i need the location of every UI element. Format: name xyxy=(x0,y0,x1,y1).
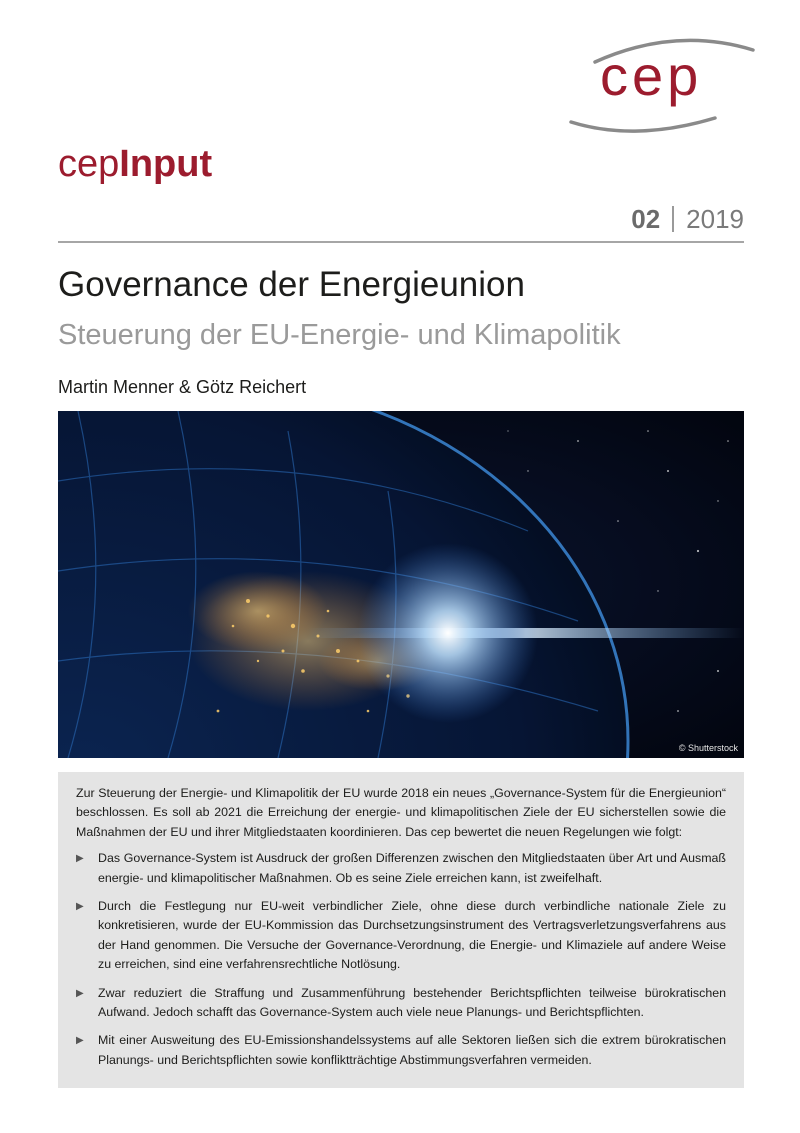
issue-num: 02 xyxy=(631,204,661,234)
list-item-text: Das Governance-System ist Ausdruck der großen Differenzen zwischen den Mitgliedstaaten über Art und Ausmaß energie- und klimapolitischer Maßnahmen. Ob es seine Ziele erreichen kann, ist zweifelhaft. xyxy=(98,851,726,885)
summary-intro: Zur Steuerung der Energie- und Klimapolitik der EU wurde 2018 ein neues „Governance-System für die Energieunion“ beschlossen. Es soll ab 2021 die Erreichung der energie- und klimapolitischen Ziele der EU sicherstellen sowie die Maßnahmen der EU und ihrer Mitgliedstaaten koordinieren. Das cep bewertet die neuen Regelungen wie folgt: xyxy=(76,786,726,839)
cep-logo: cep xyxy=(600,44,703,107)
list-item xyxy=(76,984,726,1023)
series-brand xyxy=(58,142,212,186)
list-item xyxy=(76,1031,726,1070)
assessment-list xyxy=(76,849,726,1070)
triangle-right-icon: ▶ xyxy=(76,987,84,999)
photo-credit: © Shutterstock xyxy=(678,743,738,753)
issue-separator xyxy=(672,206,674,232)
brand-suffix: Input xyxy=(119,143,213,185)
summary-box xyxy=(58,772,744,1088)
list-item-text: Mit einer Ausweitung des EU-Emissionshandelssystems auf alle Sektoren ließen sich die extrem bürokratischen Planungs- und Berichtspflichten sowie konfliktträchtige Abstimmungsverfahren vermeiden. xyxy=(98,1033,726,1067)
issue-number xyxy=(631,202,744,236)
triangle-right-icon: ▶ xyxy=(76,1035,84,1047)
list-item xyxy=(76,849,726,888)
header-divider xyxy=(58,241,744,243)
issue-year: 2019 xyxy=(686,204,744,234)
page-subtitle: Steuerung der EU-Energie- und Klimapolitik xyxy=(58,319,621,351)
authors: Martin Menner & Götz Reichert xyxy=(58,377,307,397)
hero-image xyxy=(58,411,744,758)
earth-at-night-image xyxy=(58,411,744,758)
page-title: Governance der Energieunion xyxy=(58,265,525,304)
list-item xyxy=(76,897,726,975)
list-item-text: Zwar reduziert die Straffung und Zusammenführung bestehender Berichtspflichten teilweise bürokratischen Aufwand. Jedoch schafft das Governance-System auch viele neue Planungs- und Berichtspflichten. xyxy=(98,985,726,1020)
triangle-right-icon: ▶ xyxy=(76,901,84,913)
brand-prefix: cep xyxy=(58,143,120,185)
list-item-text: Durch die Festlegung nur EU-weit verbindlicher Ziele, ohne diese durch verbindliche nationale Ziele zu konkretisieren, wurde der EU-Kommission das Durchsetzungsinstrument des Vertragsverletzungsverfahrens aus der Hand genommen. Die Versuche der Governance-Verordnung, die Energie- und Klimaziele auf andere Weise zu erreichen, sind eine verfahrensrechtliche Notlösung. xyxy=(98,899,726,972)
triangle-right-icon: ▶ xyxy=(76,853,84,865)
